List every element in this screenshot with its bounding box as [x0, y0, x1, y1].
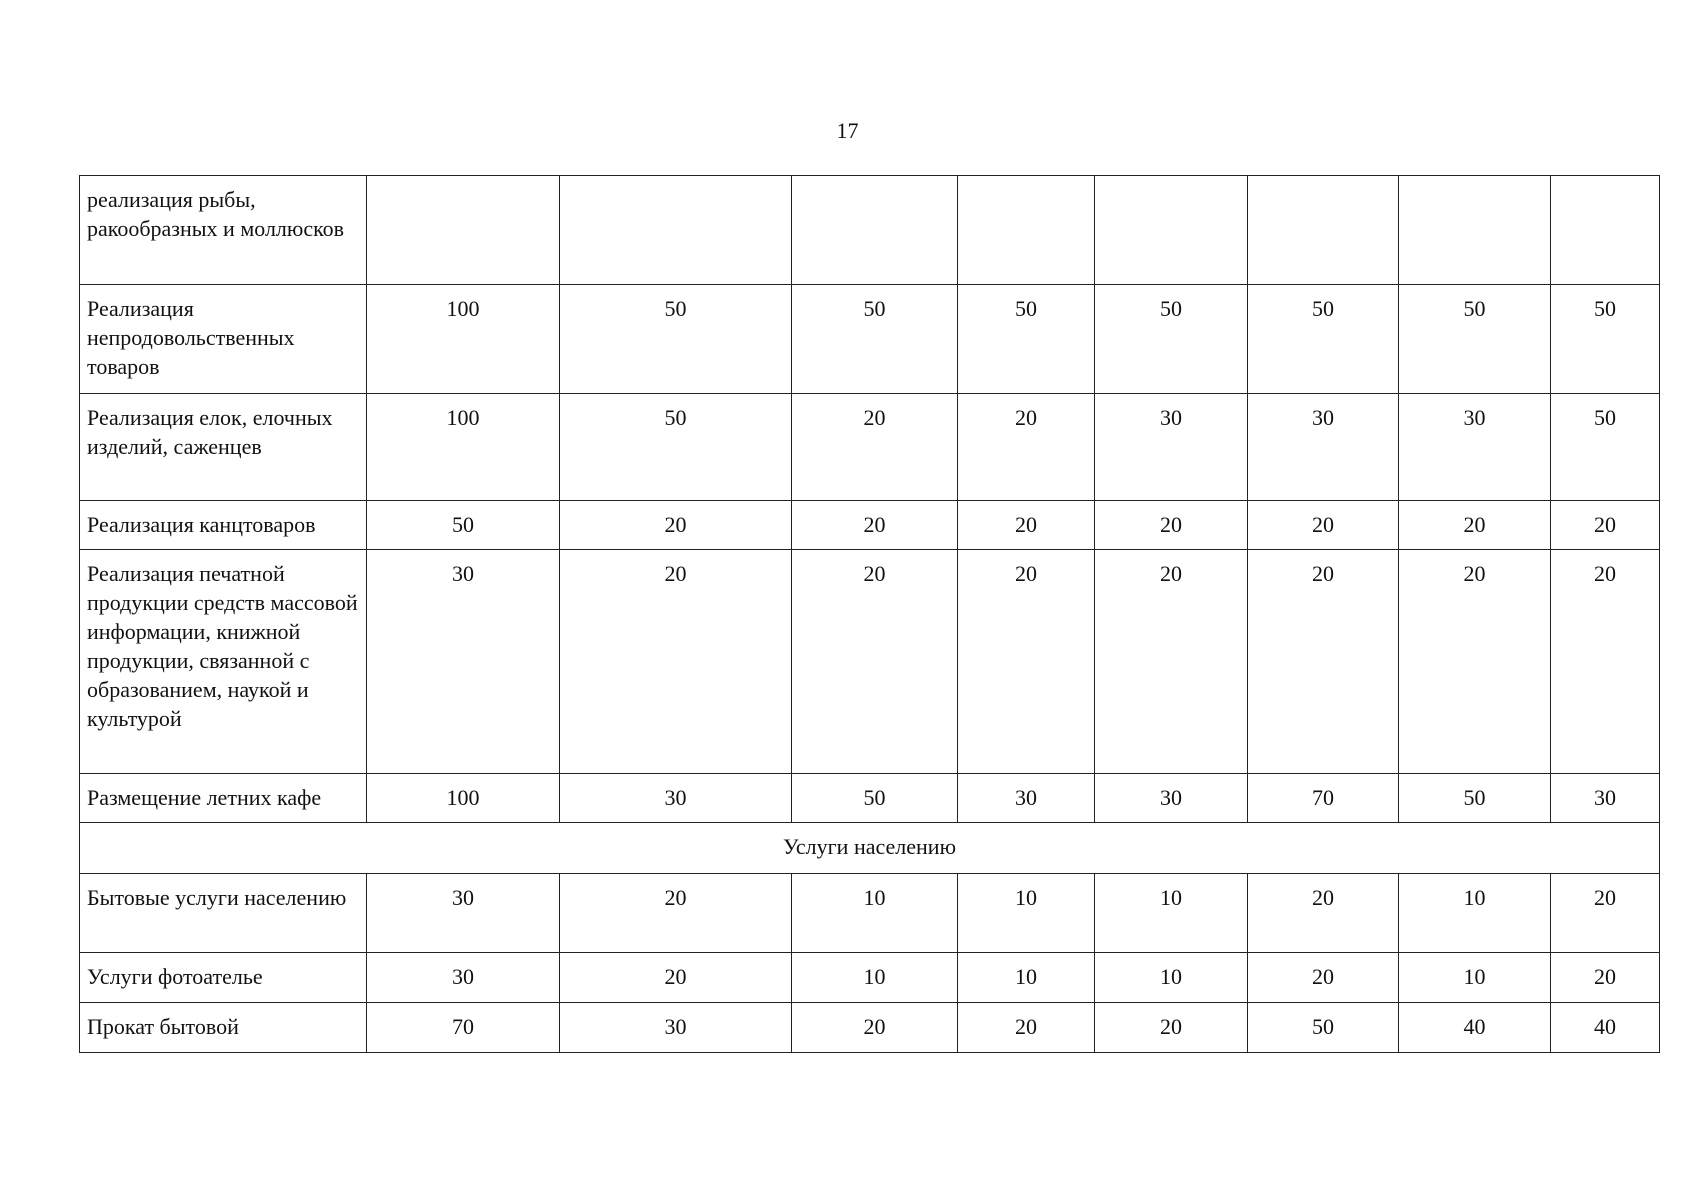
cell-value: 50 [1551, 394, 1660, 501]
cell-value: 40 [1551, 1003, 1660, 1053]
cell-value: 20 [1248, 874, 1399, 953]
cell-value: 20 [792, 1003, 958, 1053]
cell-value: 10 [792, 874, 958, 953]
cell-value: 10 [1399, 874, 1551, 953]
cell-value: 20 [1248, 501, 1399, 550]
cell-value: 30 [1551, 774, 1660, 823]
cell-value: 50 [1095, 285, 1248, 394]
cell-value: 20 [1551, 550, 1660, 774]
cell-value: 30 [1248, 394, 1399, 501]
cell-value: 30 [1095, 394, 1248, 501]
cell-value: 20 [1551, 953, 1660, 1003]
cell-value: 100 [367, 285, 560, 394]
cell-value: 50 [1551, 285, 1660, 394]
cell-value: 20 [560, 953, 792, 1003]
cell-value: 20 [1551, 501, 1660, 550]
cell-value: 30 [1399, 394, 1551, 501]
row-label: Прокат бытовой [80, 1003, 367, 1053]
cell-value: 20 [1248, 953, 1399, 1003]
cell-value: 10 [1399, 953, 1551, 1003]
cell-value: 50 [792, 774, 958, 823]
cell-value: 50 [560, 285, 792, 394]
cell-value: 20 [958, 1003, 1095, 1053]
cell-value: 20 [792, 394, 958, 501]
table-row [80, 394, 1660, 501]
cell-value: 20 [792, 550, 958, 774]
cell-value: 50 [1248, 285, 1399, 394]
row-label: Реализация печатной продукции средств массовой информации, книжной продукции, связанной с образованием, наукой и культурой [80, 550, 367, 774]
cell-value: 100 [367, 394, 560, 501]
cell-value [958, 176, 1095, 285]
cell-value [1095, 176, 1248, 285]
row-label: реализация рыбы, ракообразных и моллюсков [80, 176, 367, 285]
cell-value: 20 [958, 501, 1095, 550]
cell-value [560, 176, 792, 285]
cell-value: 30 [367, 550, 560, 774]
cell-value: 20 [1095, 1003, 1248, 1053]
section-title: Услуги населению [80, 823, 1660, 874]
cell-value: 20 [792, 501, 958, 550]
table-row [80, 285, 1660, 394]
cell-value: 100 [367, 774, 560, 823]
cell-value [1399, 176, 1551, 285]
cell-value [792, 176, 958, 285]
cell-value: 30 [1095, 774, 1248, 823]
table-row [80, 1003, 1660, 1053]
cell-value: 20 [1095, 501, 1248, 550]
cell-value: 50 [367, 501, 560, 550]
page-number: 17 [836, 118, 859, 143]
cell-value: 10 [792, 953, 958, 1003]
cell-value [1248, 176, 1399, 285]
cell-value: 20 [1095, 550, 1248, 774]
cell-value: 20 [1551, 874, 1660, 953]
cell-value: 20 [958, 550, 1095, 774]
cell-value: 50 [1399, 774, 1551, 823]
cell-value: 10 [1095, 874, 1248, 953]
rates-table [79, 175, 1660, 1053]
cell-value: 20 [560, 874, 792, 953]
cell-value: 40 [1399, 1003, 1551, 1053]
table-row [80, 176, 1660, 285]
row-label: Реализация непродовольственных товаров [80, 285, 367, 394]
row-label: Реализация елок, елочных изделий, саженцев [80, 394, 367, 501]
table-row [80, 774, 1660, 823]
cell-value: 30 [560, 774, 792, 823]
cell-value: 50 [560, 394, 792, 501]
cell-value: 10 [1095, 953, 1248, 1003]
table-row [80, 501, 1660, 550]
cell-value: 50 [958, 285, 1095, 394]
row-label: Реализация канцтоваров [80, 501, 367, 550]
cell-value: 50 [1248, 1003, 1399, 1053]
table-row [80, 874, 1660, 953]
cell-value: 20 [560, 501, 792, 550]
cell-value: 20 [1399, 501, 1551, 550]
row-label: Размещение летних кафе [80, 774, 367, 823]
cell-value: 20 [1399, 550, 1551, 774]
cell-value: 20 [1248, 550, 1399, 774]
section-row [80, 823, 1660, 874]
cell-value: 10 [958, 953, 1095, 1003]
cell-value: 30 [367, 874, 560, 953]
table-row [80, 953, 1660, 1003]
cell-value: 50 [1399, 285, 1551, 394]
cell-value: 20 [958, 394, 1095, 501]
cell-value [367, 176, 560, 285]
row-label: Услуги фотоателье [80, 953, 367, 1003]
cell-value: 10 [958, 874, 1095, 953]
cell-value: 70 [367, 1003, 560, 1053]
cell-value [1551, 176, 1660, 285]
cell-value: 70 [1248, 774, 1399, 823]
cell-value: 30 [560, 1003, 792, 1053]
cell-value: 20 [560, 550, 792, 774]
row-label: Бытовые услуги населению [80, 874, 367, 953]
cell-value: 30 [367, 953, 560, 1003]
table-row [80, 550, 1660, 774]
cell-value: 30 [958, 774, 1095, 823]
cell-value: 50 [792, 285, 958, 394]
